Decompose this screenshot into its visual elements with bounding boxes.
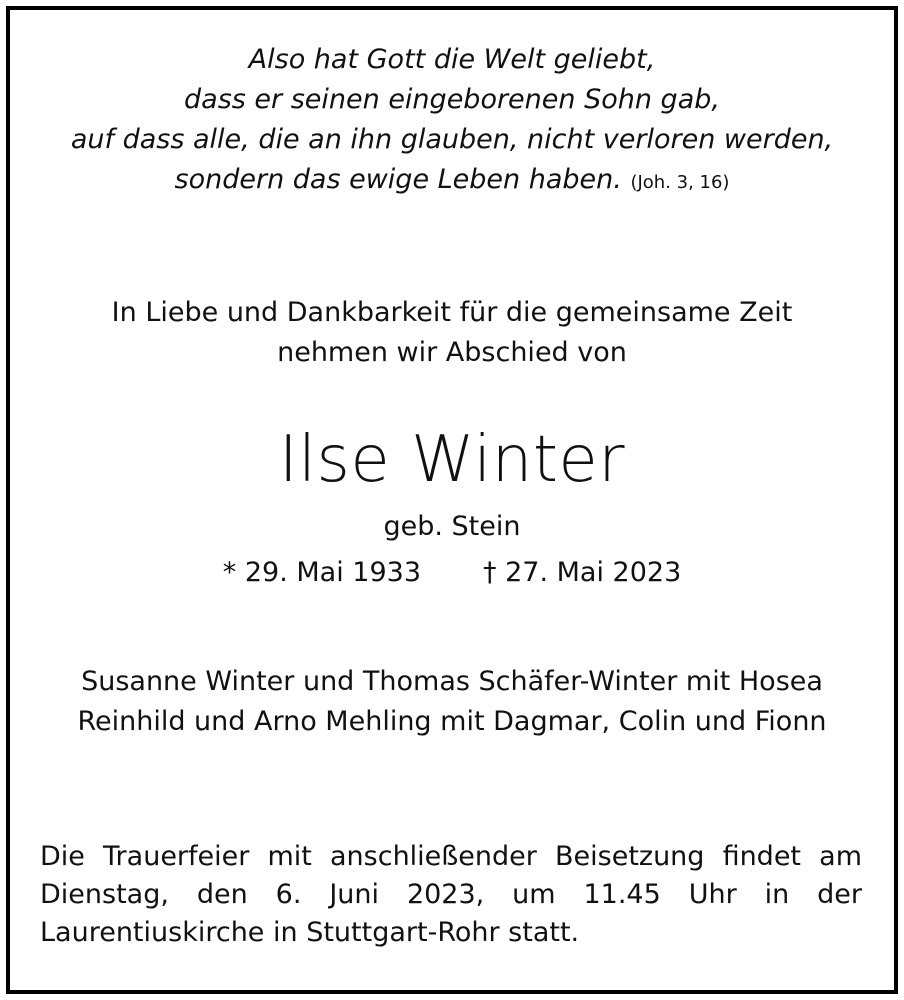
deceased-name: Ilse Winter [278, 423, 626, 497]
verse-line-2: dass er seinen eingeborenen Sohn gab, [184, 84, 720, 115]
service-line-2: Dienstag, den 6. Juni 2023, um 11.45 Uhr in der [40, 879, 862, 910]
mourners [10, 662, 894, 742]
mourners-line-2: Reinhild und Arno Mehling mit Dagmar, Colin und Fionn [77, 706, 827, 737]
verse-line-1: Also hat Gott die Welt geliebt, [248, 44, 656, 75]
funeral-service-notice [40, 838, 862, 952]
intro-line-1: In Liebe und Dankbarkeit für die gemeinsame Zeit [111, 297, 793, 328]
verse-line-4-text: sondern das ewige Leben haben. [174, 164, 622, 195]
birth-date: * 29. Mai 1933 [222, 557, 421, 588]
obituary-frame [6, 6, 898, 994]
verse-reference: (Joh. 3, 16) [630, 172, 730, 193]
service-line-3: Laurentiuskirche in Stuttgart-Rohr statt. [40, 917, 580, 948]
death-date: † 27. Mai 2023 [483, 557, 682, 588]
mourners-line-1: Susanne Winter und Thomas Schäfer-Winter mit Hosea [81, 666, 823, 697]
verse-line-4 [10, 160, 894, 203]
maiden-name: geb. Stein [383, 511, 521, 542]
intro-text [10, 293, 894, 373]
bible-verse [10, 40, 894, 203]
intro-line-2: nehmen wir Abschied von [277, 337, 627, 368]
service-line-1: Die Trauerfeier mit anschließender Beisetzung findet am [40, 841, 862, 872]
life-dates [10, 553, 894, 593]
verse-line-3: auf dass alle, die an ihn glauben, nicht verloren werden, [70, 124, 834, 155]
